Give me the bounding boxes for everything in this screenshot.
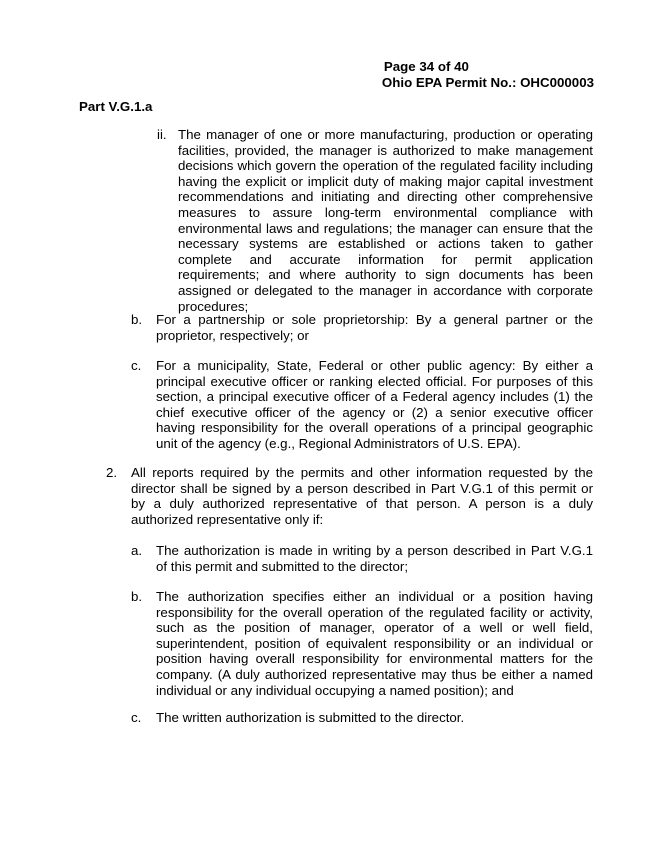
item-marker-b2: b. <box>131 589 143 604</box>
page-number: Page 34 of 40 <box>383 59 469 74</box>
item-marker-2: 2. <box>106 465 118 480</box>
item-text-b1: For a partnership or sole proprietorship: By a general partner or the proprietor, respectively; or <box>156 312 593 343</box>
item-marker-b1: b. <box>131 312 143 327</box>
page-header <box>382 59 594 91</box>
item-marker-ii: ii. <box>157 127 167 142</box>
item-marker-c1: c. <box>131 358 142 373</box>
item-text-c2: The written authorization is submitted to the director. <box>156 710 465 725</box>
permit-number: Ohio EPA Permit No.: OHC000003 <box>381 75 594 90</box>
item-text-b2: The authorization specifies either an individual or a position having responsibility for the overall operation of the regulated facility or activity, such as the position of manager, operator of a well or well field, superintendent, position of equivalent responsibility or an individual or position having overall responsibility for environmental matters for the company. (A duly authorized representative may thus be either a named individual or any individual occupying a named position); and <box>156 589 593 698</box>
item-marker-a2: a. <box>131 543 143 558</box>
item-text-ii: The manager of one or more manufacturing, production or operating facilities, provided, the manager is authorized to make management decisions which govern the operation of the regulated facility including having the explicit or implicit duty of making major capital investment recommendations and initiating and directing other comprehensive measures to assure long-term environmental compliance with environmental laws and regulations; the manager can ensure that the necessary systems are established or actions taken to gather complete and accurate information for permit application requirements; and where authority to sign documents has been assigned or delegated to the manager in accordance with corporate procedures; <box>178 127 593 314</box>
item-text-a2: The authorization is made in writing by a person described in Part V.G.1 of this permit and submitted to the director; <box>156 543 593 574</box>
item-text-c1: For a municipality, State, Federal or other public agency: By either a principal executive officer or ranking elected official. For purposes of this section, a principal executive officer of a Federal agency includes (1) the chief executive officer of the agency or (2) a senior executive officer having responsibility for the overall operations of a principal geographic unit of the agency (e.g., Regional Administrators of U.S. EPA). <box>156 358 593 451</box>
item-marker-c2: c. <box>131 710 142 725</box>
item-text-2: All reports required by the permits and other information requested by the director shall be signed by a person described in Part V.G.1 of this permit or by a duly authorized representative of that person. A person is a duly authorized representative only if: <box>131 465 593 527</box>
section-title: Part V.G.1.a <box>79 99 153 114</box>
